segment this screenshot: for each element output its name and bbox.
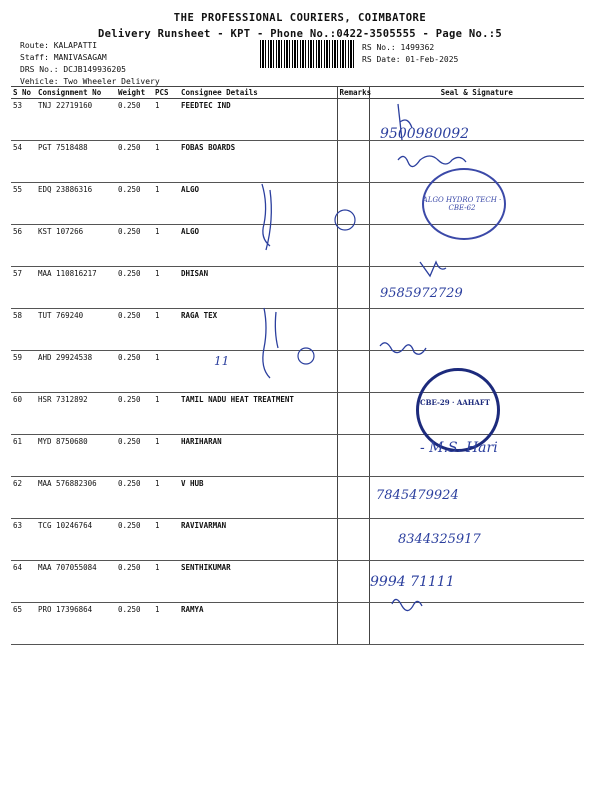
cell-weight: 0.250 <box>116 393 153 435</box>
cell-weight: 0.250 <box>116 267 153 309</box>
cell-weight: 0.250 <box>116 435 153 477</box>
cell-weight: 0.250 <box>116 183 153 225</box>
header-remarks: Remarks <box>337 87 369 99</box>
runsheet-table <box>11 86 584 645</box>
cell-weight: 0.250 <box>116 99 153 141</box>
cell-consignment: PRO 17396864 <box>36 603 116 645</box>
cell-remarks <box>337 183 369 225</box>
header-seal: Seal & Signature <box>369 87 584 99</box>
handwritten-signature-61: - M.S. Hari <box>420 440 498 456</box>
table-row <box>11 435 584 477</box>
cell-consignment: HSR 7312892 <box>36 393 116 435</box>
handwritten-phone-63: 8344325917 <box>398 532 481 547</box>
table-row <box>11 99 584 141</box>
header-consignment: Consignment No <box>36 87 116 99</box>
document-subtitle: Delivery Runsheet - KPT - Phone No.:0422-3505555 - Page No.:5 <box>98 28 502 40</box>
cell-remarks <box>337 393 369 435</box>
cell-consignment: AHD 29924538 <box>36 351 116 393</box>
header-weight: Weight <box>116 87 153 99</box>
cell-consignee: FEEDTEC IND <box>179 99 337 141</box>
cell-remarks <box>337 225 369 267</box>
cell-remarks <box>337 141 369 183</box>
cell-pcs: 1 <box>153 435 179 477</box>
cell-sno: 53 <box>11 99 36 141</box>
cell-consignment: MAA 110816217 <box>36 267 116 309</box>
cell-sno: 57 <box>11 267 36 309</box>
stamp-60-text: CBE-29 · AAHAFT <box>420 398 490 407</box>
table-row <box>11 351 584 393</box>
table-row <box>11 603 584 645</box>
rs-no-text: RS No.: 1499362 <box>362 43 435 52</box>
cell-consignee: RAGA TEX <box>179 309 337 351</box>
meta-left <box>20 40 160 88</box>
cell-consignment: MAA 576882306 <box>36 477 116 519</box>
cell-consignee: FOBAS BOARDS <box>179 141 337 183</box>
cell-pcs: 1 <box>153 561 179 603</box>
vehicle-text: Vehicle: Two Wheeler Delivery <box>20 77 160 86</box>
cell-remarks <box>337 561 369 603</box>
cell-sno: 56 <box>11 225 36 267</box>
table-row <box>11 309 584 351</box>
cell-consignment: TUT 769240 <box>36 309 116 351</box>
cell-remarks <box>337 477 369 519</box>
cell-pcs: 1 <box>153 99 179 141</box>
cell-sno: 63 <box>11 519 36 561</box>
table-row <box>11 225 584 267</box>
rs-date-text: RS Date: 01-Feb-2025 <box>362 55 459 64</box>
cell-remarks <box>337 267 369 309</box>
cell-pcs: 1 <box>153 519 179 561</box>
table-row <box>11 477 584 519</box>
cell-pcs: 1 <box>153 225 179 267</box>
cell-pcs: 1 <box>153 351 179 393</box>
cell-seal-signature <box>369 603 584 645</box>
cell-pcs: 1 <box>153 603 179 645</box>
cell-sno: 55 <box>11 183 36 225</box>
document-title: THE PROFESSIONAL COURIERS, COIMBATORE <box>173 12 427 24</box>
cell-weight: 0.250 <box>116 351 153 393</box>
handwritten-mark-59: 11 <box>214 354 230 368</box>
header-sno: S No <box>11 87 36 99</box>
cell-consignee: RAVIVARMAN <box>179 519 337 561</box>
cell-consignment: EDQ 23886316 <box>36 183 116 225</box>
cell-seal-signature <box>369 309 584 351</box>
cell-weight: 0.250 <box>116 561 153 603</box>
cell-sno: 58 <box>11 309 36 351</box>
cell-sno: 54 <box>11 141 36 183</box>
staff-text: Staff: MANIVASAGAM <box>20 53 107 62</box>
cell-consignment: TCG 10246764 <box>36 519 116 561</box>
cell-sno: 61 <box>11 435 36 477</box>
table-header-row <box>11 87 584 99</box>
header-consignee: Consignee Details <box>179 87 337 99</box>
cell-consignment: TNJ 22719160 <box>36 99 116 141</box>
cell-weight: 0.250 <box>116 603 153 645</box>
cell-consignee: SENTHIKUMAR <box>179 561 337 603</box>
cell-consignment: MAA 707055084 <box>36 561 116 603</box>
cell-consignee: RAMYA <box>179 603 337 645</box>
cell-remarks <box>337 435 369 477</box>
handwritten-phone-62: 7845479924 <box>376 488 459 503</box>
handwritten-phone-57: 9585972729 <box>380 286 463 301</box>
cell-sno: 65 <box>11 603 36 645</box>
handwritten-phone-64: 9994 71111 <box>370 574 455 590</box>
cell-consignee: ALGO <box>179 183 337 225</box>
cell-weight: 0.250 <box>116 477 153 519</box>
cell-consignee: V HUB <box>179 477 337 519</box>
table-row <box>11 561 584 603</box>
cell-consignee: ALGO <box>179 225 337 267</box>
cell-consignee: TAMIL NADU HEAT TREATMENT <box>179 393 337 435</box>
cell-remarks <box>337 603 369 645</box>
cell-sno: 64 <box>11 561 36 603</box>
cell-consignment: MYD 8750680 <box>36 435 116 477</box>
cell-consignee <box>179 351 337 393</box>
handwritten-phone-53: 9500980092 <box>380 126 470 142</box>
cell-consignee: DHISAN <box>179 267 337 309</box>
table-row <box>11 267 584 309</box>
table-row <box>11 519 584 561</box>
cell-remarks <box>337 99 369 141</box>
cell-consignment: KST 107266 <box>36 225 116 267</box>
cell-pcs: 1 <box>153 183 179 225</box>
cell-sno: 60 <box>11 393 36 435</box>
cell-remarks <box>337 309 369 351</box>
cell-pcs: 1 <box>153 477 179 519</box>
cell-weight: 0.250 <box>116 225 153 267</box>
cell-sno: 59 <box>11 351 36 393</box>
table-row <box>11 141 584 183</box>
cell-weight: 0.250 <box>116 141 153 183</box>
cell-sno: 62 <box>11 477 36 519</box>
cell-consignment: PGT 7518488 <box>36 141 116 183</box>
cell-remarks <box>337 519 369 561</box>
drs-text: DRS No.: DCJB149936205 <box>20 65 126 74</box>
cell-pcs: 1 <box>153 141 179 183</box>
cell-pcs: 1 <box>153 267 179 309</box>
route-text: Route: KALAPATTI <box>20 41 98 50</box>
meta-right <box>362 42 458 66</box>
cell-remarks <box>337 351 369 393</box>
header-pcs: PCS <box>153 87 179 99</box>
barcode <box>260 40 356 68</box>
cell-weight: 0.250 <box>116 309 153 351</box>
cell-weight: 0.250 <box>116 519 153 561</box>
cell-consignee: HARIHARAN <box>179 435 337 477</box>
cell-pcs: 1 <box>153 309 179 351</box>
stamp-55-text: ALGO HYDRO TECH · CBE-62 <box>422 196 502 212</box>
cell-pcs: 1 <box>153 393 179 435</box>
